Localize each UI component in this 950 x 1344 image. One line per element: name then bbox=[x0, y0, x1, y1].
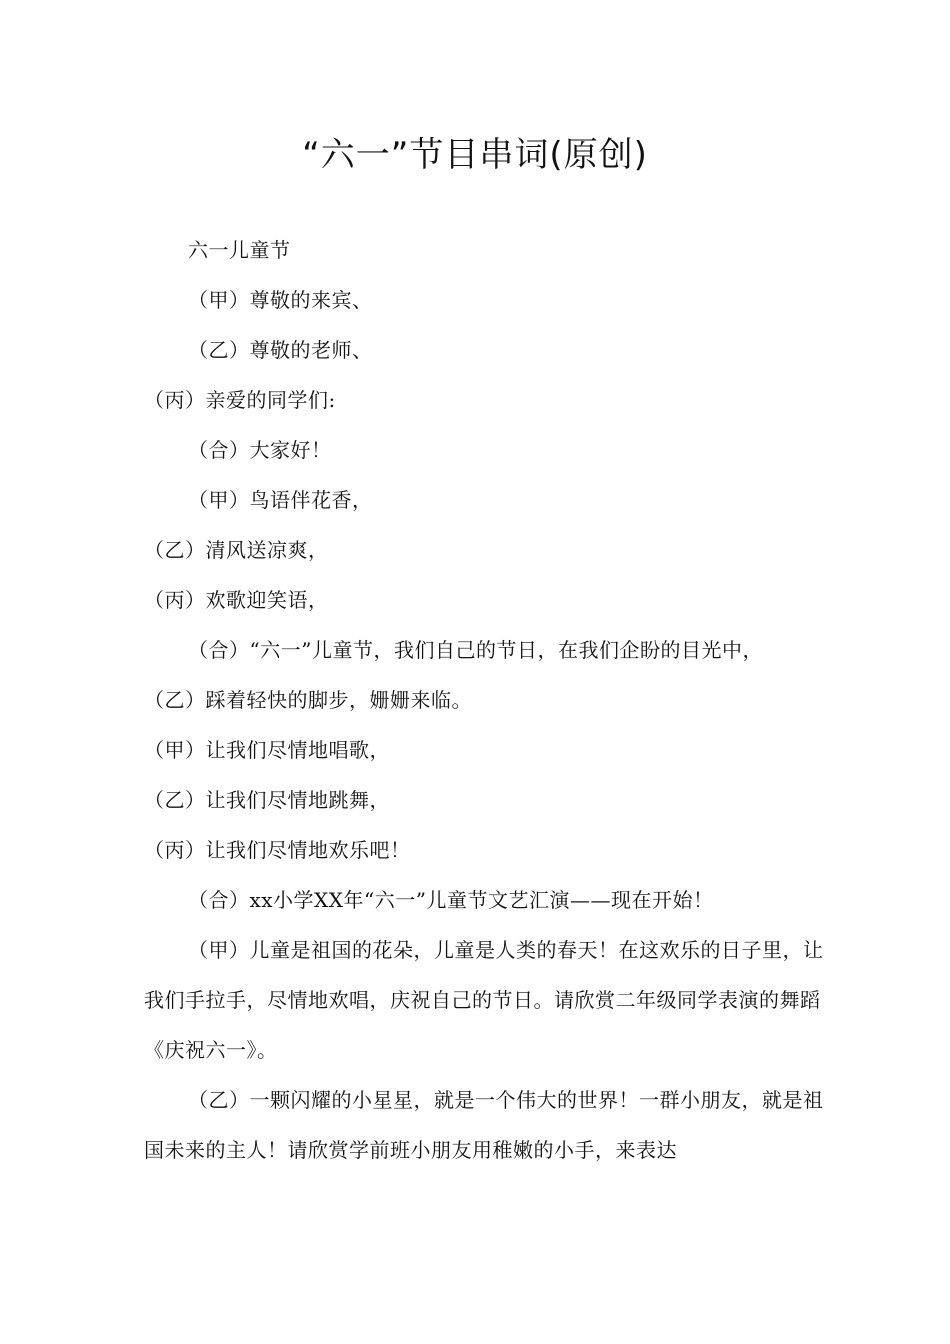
paragraph: （乙）让我们尽情地跳舞， bbox=[144, 788, 390, 812]
document-title: “六一”节目串词(原创) bbox=[302, 135, 648, 175]
paragraph: （丙）欢歌迎笑语， bbox=[144, 588, 329, 612]
paragraph: （甲）儿童是祖国的花朵，儿童是人类的春天！在这欢乐的日子里，让我们手拉手，尽情地欢唱，庆祝自己的节日。请欣赏二年级同学表演的舞蹈《庆祝六一》。 bbox=[144, 938, 824, 1062]
paragraph: （乙）清风送凉爽， bbox=[144, 538, 329, 562]
paragraph: （甲）尊敬的来宾、 bbox=[188, 288, 373, 312]
paragraph: （合）大家好！ bbox=[188, 438, 332, 462]
paragraph: （甲）让我们尽情地唱歌， bbox=[144, 738, 390, 762]
paragraph: （甲）鸟语伴花香， bbox=[188, 488, 373, 512]
paragraph: （合）xx小学XX年“六一”儿童节文艺汇演——现在开始！ bbox=[188, 888, 714, 912]
document-body bbox=[144, 225, 824, 1175]
paragraph: （乙）一颗闪耀的小星星，就是一个伟大的世界！一群小朋友，就是祖国未来的主人！请欣赏学前班小朋友用稚嫩的小手，来表达 bbox=[144, 1088, 824, 1162]
paragraph: （乙）踩着轻快的脚步，姗姗来临。 bbox=[144, 688, 472, 712]
paragraph-heading: 六一儿童节 bbox=[188, 238, 291, 262]
paragraph: （丙）亲爱的同学们: bbox=[144, 388, 336, 412]
paragraph: （丙）让我们尽情地欢乐吧！ bbox=[144, 838, 411, 862]
paragraph: （合）“六一”儿童节，我们自己的节日，在我们企盼的目光中， bbox=[188, 638, 763, 662]
paragraph: （乙）尊敬的老师、 bbox=[188, 338, 373, 362]
